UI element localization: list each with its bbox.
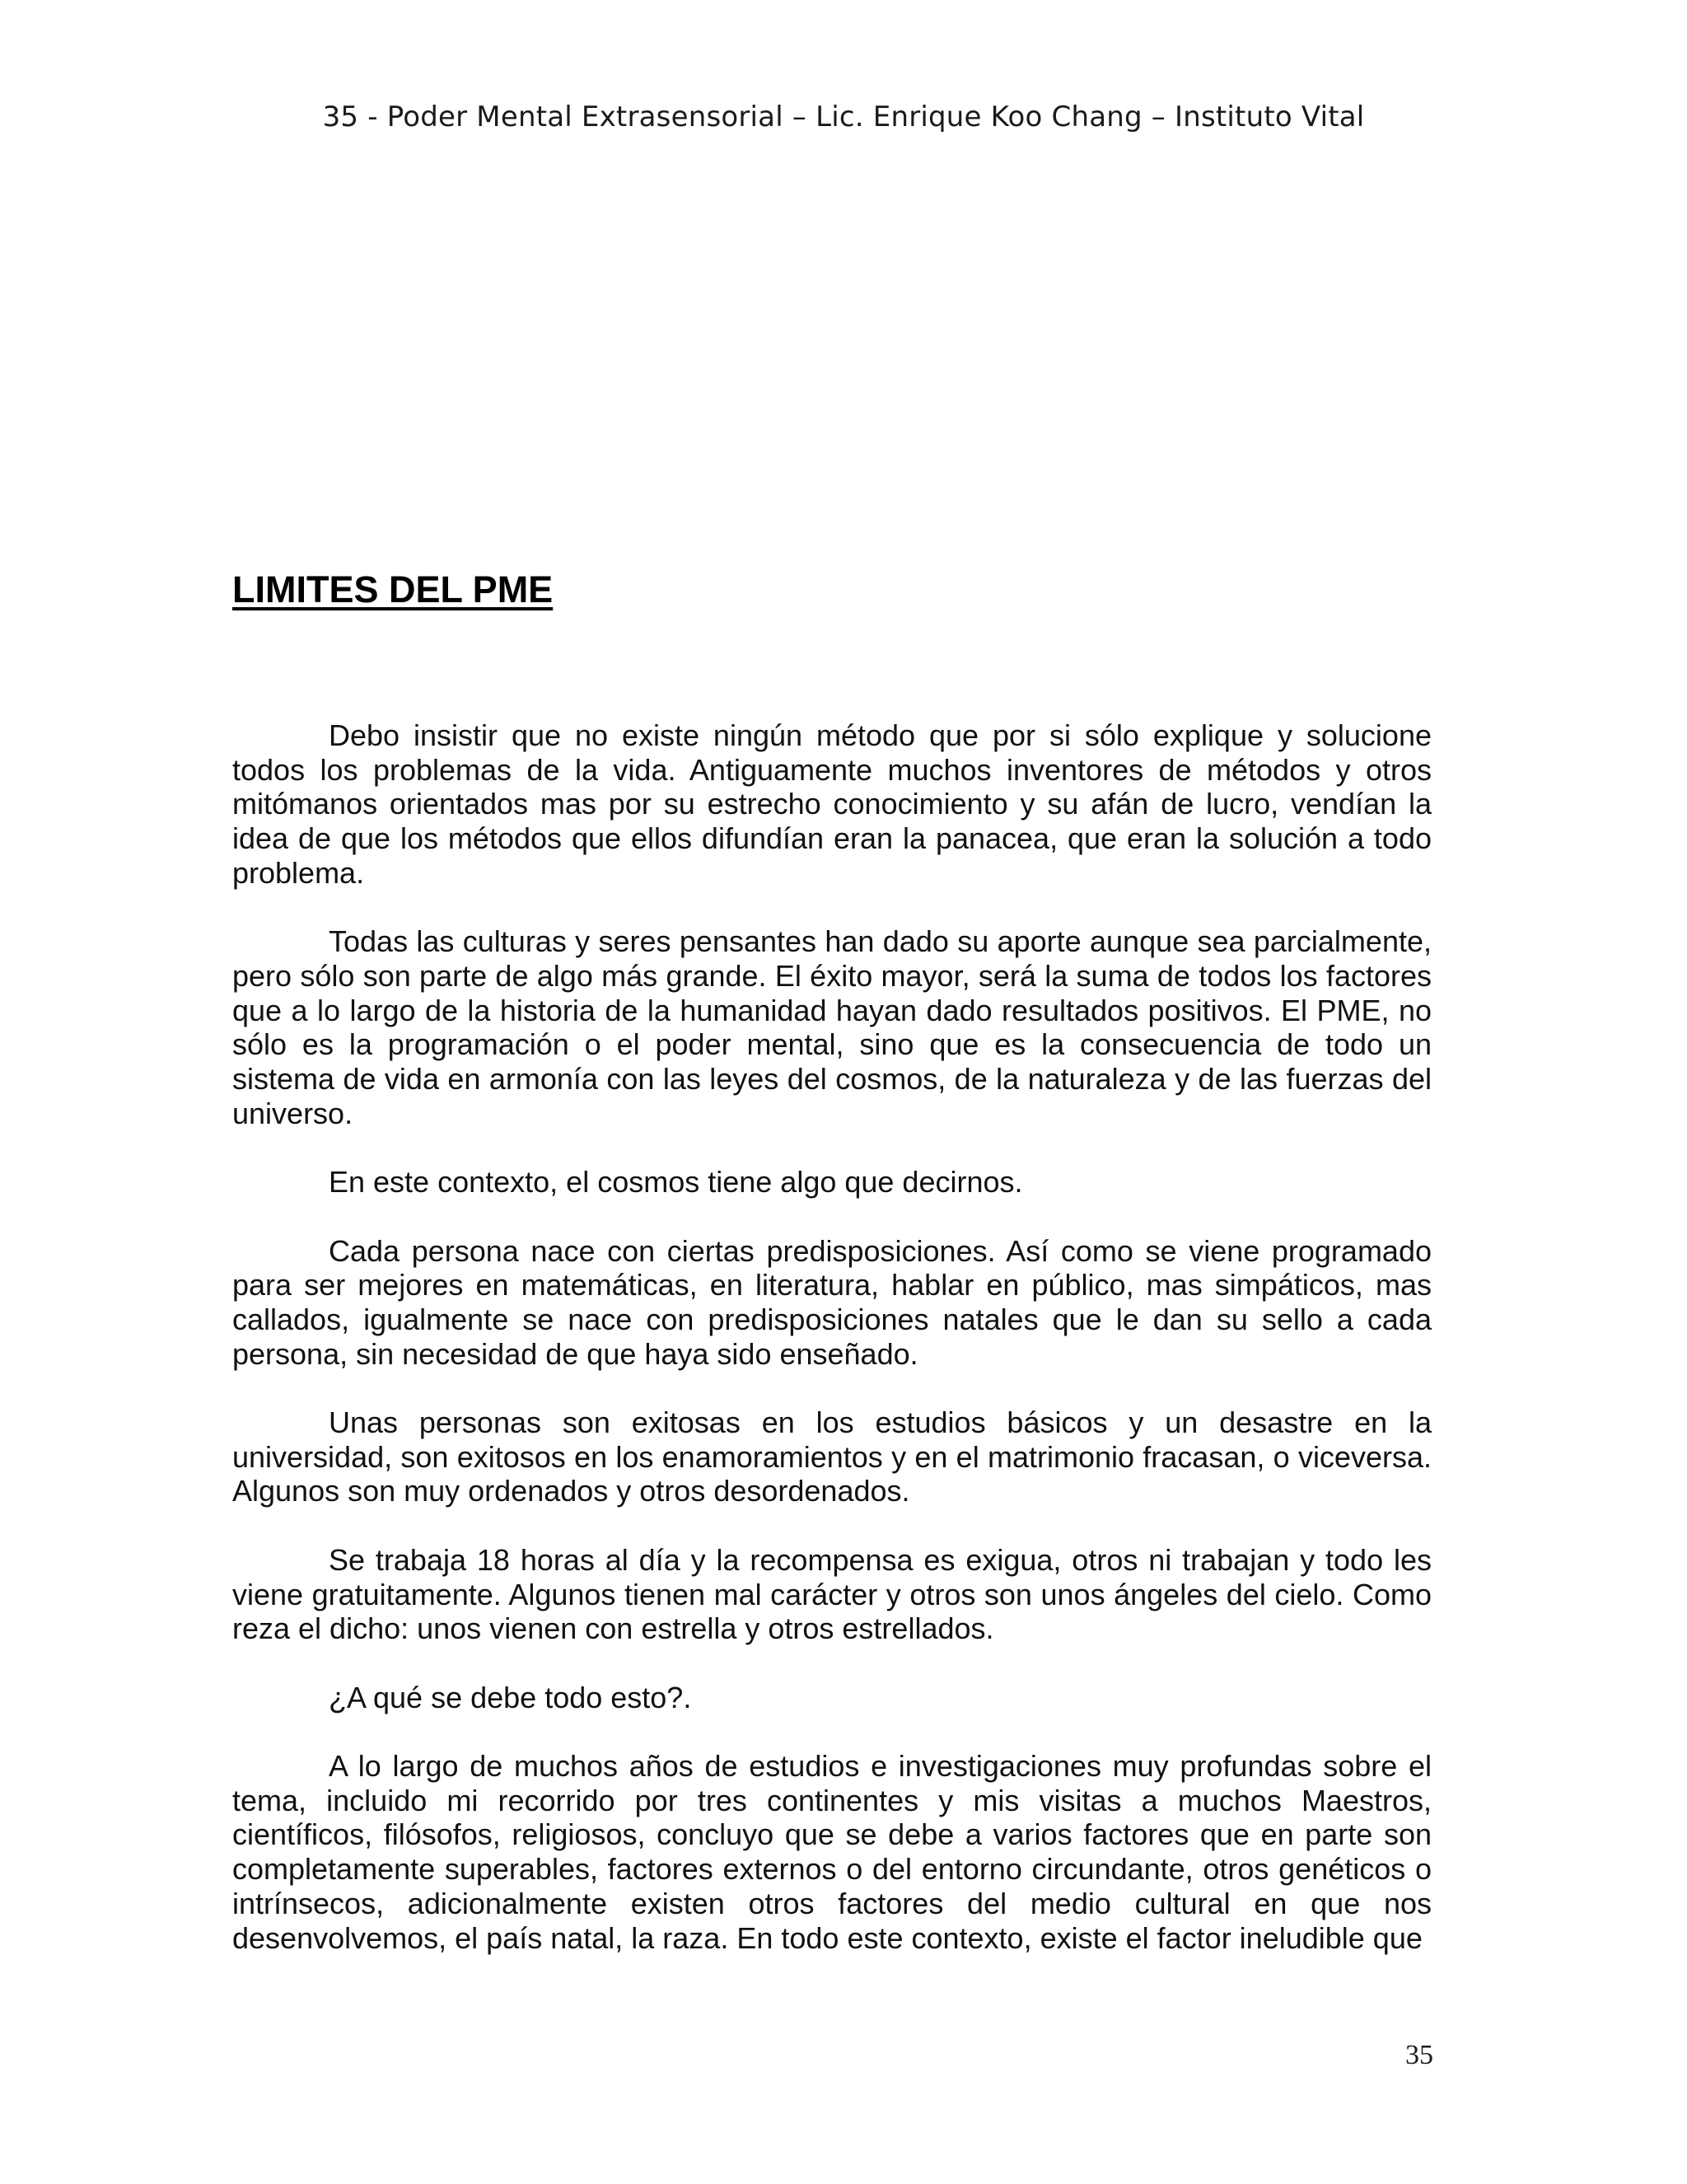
paragraph: Cada persona nace con ciertas predisposiciones. Así como se viene programado para ser mejores en matemáticas, en literatura, hablar en público, mas simpáticos, mas callados, igualmente se nace con predisposiciones natales que le dan su sello a cada persona, sin necesidad de que haya sido enseñado. [232, 1233, 1432, 1371]
paragraph: ¿A qué se debe todo esto?. [329, 1680, 692, 1714]
body-text [232, 718, 1432, 1990]
page-number: 35 [1405, 2040, 1433, 2070]
section-title: LIMITES DEL PME [232, 568, 554, 610]
paragraph: Se trabaja 18 horas al día y la recompensa es exigua, otros ni trabajan y todo les viene gratuitamente. Algunos tienen mal carácter y otros son unos ángeles del cielo. Como reza el dicho: unos vienen con estrella y otros estrellados. [232, 1542, 1432, 1646]
paragraph: Todas las culturas y seres pensantes han dado su aporte aunque sea parcialmente, pero sólo son parte de algo más grande. El éxito mayor, será la suma de todos los factores que a lo largo de la historia de la humanidad hayan dado resultados positivos. El PME, no sólo es la programación o el poder mental, sino que es la consecuencia de todo un sistema de vida en armonía con las leyes del cosmos, de la naturaleza y de las fuerzas del universo. [232, 924, 1432, 1130]
paragraph: A lo largo de muchos años de estudios e investigaciones muy profundas sobre el tema, incluido mi recorrido por tres continentes y mis visitas a muchos Maestros, científicos, filósofos, religiosos, concluyo que se debe a varios factores que en parte son completamente superables, factores externos o del entorno circundante, otros genéticos o intrínsecos, adicionalmente existen otros factores del medio cultural en que nos desenvolvemos, el país natal, la raza. En todo este contexto, existe el factor ineludible que [232, 1748, 1432, 1955]
paragraph: Debo insistir que no existe ningún método que por si sólo explique y solucione todos los problemas de la vida. Antiguamente muchos inventores de métodos y otros mitómanos orientados mas por su estrecho conocimiento y su afán de lucro, vendían la idea de que los métodos que ellos difundían eran la panacea, que eran la solución a todo problema. [232, 718, 1432, 890]
paragraph: En este contexto, el cosmos tiene algo que decirnos. [329, 1165, 1023, 1200]
running-header: 35 - Poder Mental Extrasensorial – Lic. Enrique Koo Chang – Instituto Vital [322, 101, 1365, 133]
paragraph: Unas personas son exitosas en los estudios básicos y un desastre en la universidad, son exitosos en los enamoramientos y en el matrimonio fracasan, o viceversa. Algunos son muy ordenados y otros desordenados. [232, 1405, 1432, 1508]
